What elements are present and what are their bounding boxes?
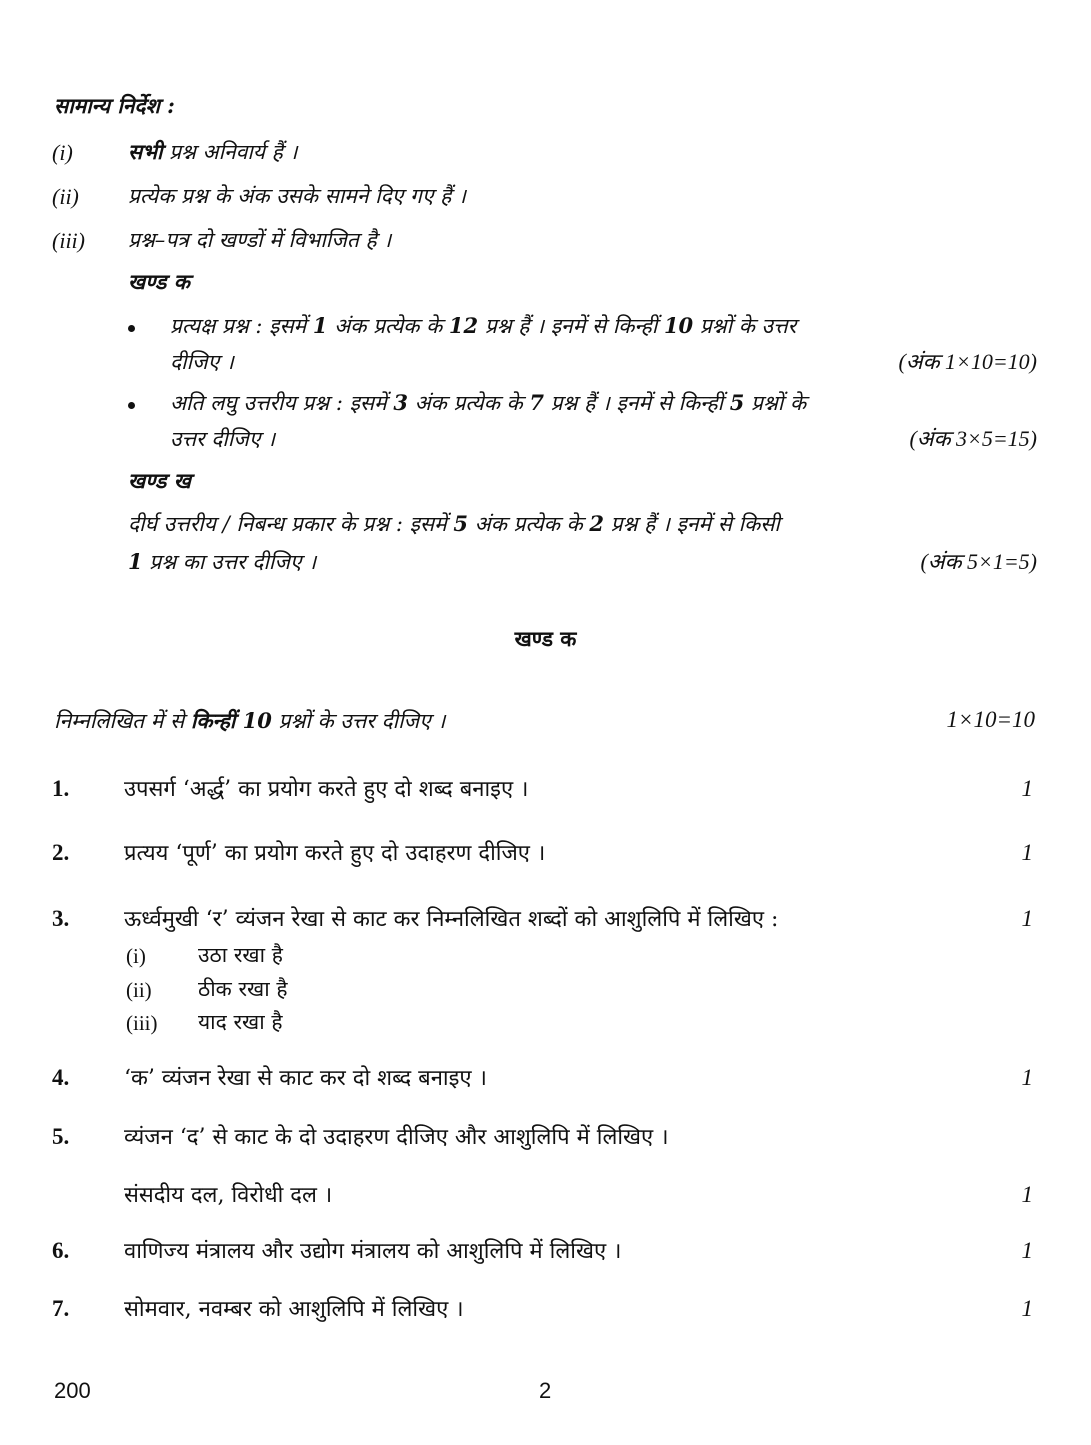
question-marks: 1 <box>1021 906 1033 931</box>
section-b-marks: (अंक 5×1=5) <box>920 549 1037 574</box>
question-marks: 1 <box>1021 1065 1033 1090</box>
instruction-number: (iii) <box>52 228 85 253</box>
section-b-line2: 1 प्रश्न का उत्तर दीजिए । <box>128 549 317 574</box>
question-marks: 1 <box>1021 1182 1033 1207</box>
question-text: प्रत्यय ‘पूर्ण’ का प्रयोग करते हुए दो उदाहरण दीजिए । <box>124 841 546 866</box>
sub-item-number: (i) <box>126 944 146 968</box>
instruction-number: (i) <box>52 140 73 165</box>
section-a-bullet2-marks: (अंक 3×5=15) <box>909 426 1037 451</box>
question-number: 6. <box>52 1238 70 1263</box>
directive: निम्नलिखित में से किन्हीं 10 प्रश्नों के उत्तर दीजिए । <box>54 708 446 733</box>
instruction-text: प्रत्येक प्रश्न के अंक उसके सामने दिए गए हैं । <box>128 184 466 208</box>
question-marks: 1 <box>1021 776 1033 801</box>
question-text: व्यंजन ‘द’ से काट के दो उदाहरण दीजिए और आशुलिपि में लिखिए । <box>124 1125 669 1150</box>
sub-item-text: ठीक रखा है <box>198 977 288 1001</box>
question-text: सोमवार, नवम्बर को आशुलिपि में लिखिए । <box>124 1297 464 1322</box>
section-b-title: खण्ड ख <box>128 468 191 493</box>
section-heading: खण्ड क <box>514 626 577 651</box>
instruction-number: (ii) <box>52 184 79 209</box>
section-a-bullet2-line1: अति लघु उत्तरीय प्रश्न : इसमें 3 अंक प्रत्येक के 7 प्रश्न हैं । इनमें से किन्हीं 5 प्रश्नों के <box>170 390 807 415</box>
sub-item-text: उठा रखा है <box>198 943 283 967</box>
section-b-line1: दीर्घ उत्तरीय / निबन्ध प्रकार के प्रश्न : इसमें 5 अंक प्रत्येक के 2 प्रश्न हैं । इनमें से किसी <box>128 511 780 536</box>
question-number: 2. <box>52 840 70 865</box>
question-marks: 1 <box>1021 1296 1033 1321</box>
question-number: 7. <box>52 1296 70 1321</box>
question-text: वाणिज्य मंत्रालय और उद्योग मंत्रालय को आशुलिपि में लिखिए । <box>124 1239 622 1264</box>
question-marks: 1 <box>1021 1238 1033 1263</box>
section-a-bullet1-marks: (अंक 1×10=10) <box>898 349 1037 374</box>
sub-item-text: याद रखा है <box>198 1010 283 1034</box>
question-text-continued: संसदीय दल, विरोधी दल । <box>124 1183 333 1208</box>
question-marks: 1 <box>1021 840 1033 865</box>
instruction-text: सभी प्रश्न अनिवार्य हैं । <box>128 139 298 164</box>
bullet <box>128 325 135 332</box>
section-a-bullet2-line2: उत्तर दीजिए । <box>170 427 276 451</box>
sub-item-number: (iii) <box>126 1011 158 1035</box>
paper-code: 200 <box>54 1378 91 1403</box>
bullet <box>128 402 135 409</box>
section-a-bullet1-line2: दीजिए । <box>170 350 234 374</box>
question-number: 1. <box>52 776 70 801</box>
question-text: ‘क’ व्यंजन रेखा से काट कर दो शब्द बनाइए । <box>124 1066 487 1091</box>
question-text: ऊर्ध्वमुखी ‘र’ व्यंजन रेखा से काट कर निम्नलिखित शब्दों को आशुलिपि में लिखिए : <box>124 907 779 932</box>
question-number: 5. <box>52 1124 70 1149</box>
page-number: 2 <box>539 1378 552 1403</box>
directive-marks: 1×10=10 <box>946 707 1035 732</box>
sub-item-number: (ii) <box>126 978 152 1002</box>
section-a-title: खण्ड क <box>128 269 190 294</box>
question-number: 4. <box>52 1065 70 1090</box>
instruction-text: प्रश्न–पत्र दो खण्डों में विभाजित है । <box>128 228 392 252</box>
section-a-bullet1-line1: प्रत्यक्ष प्रश्न : इसमें 1 अंक प्रत्येक के 12 प्रश्न हैं । इनमें से किन्हीं 10 प्रश्नों के उत्तर <box>170 313 797 338</box>
instructions-heading: सामान्य निर्देश : <box>54 93 175 118</box>
question-number: 3. <box>52 906 70 931</box>
question-text: उपसर्ग ‘अर्द्ध’ का प्रयोग करते हुए दो शब्द बनाइए । <box>124 777 529 802</box>
